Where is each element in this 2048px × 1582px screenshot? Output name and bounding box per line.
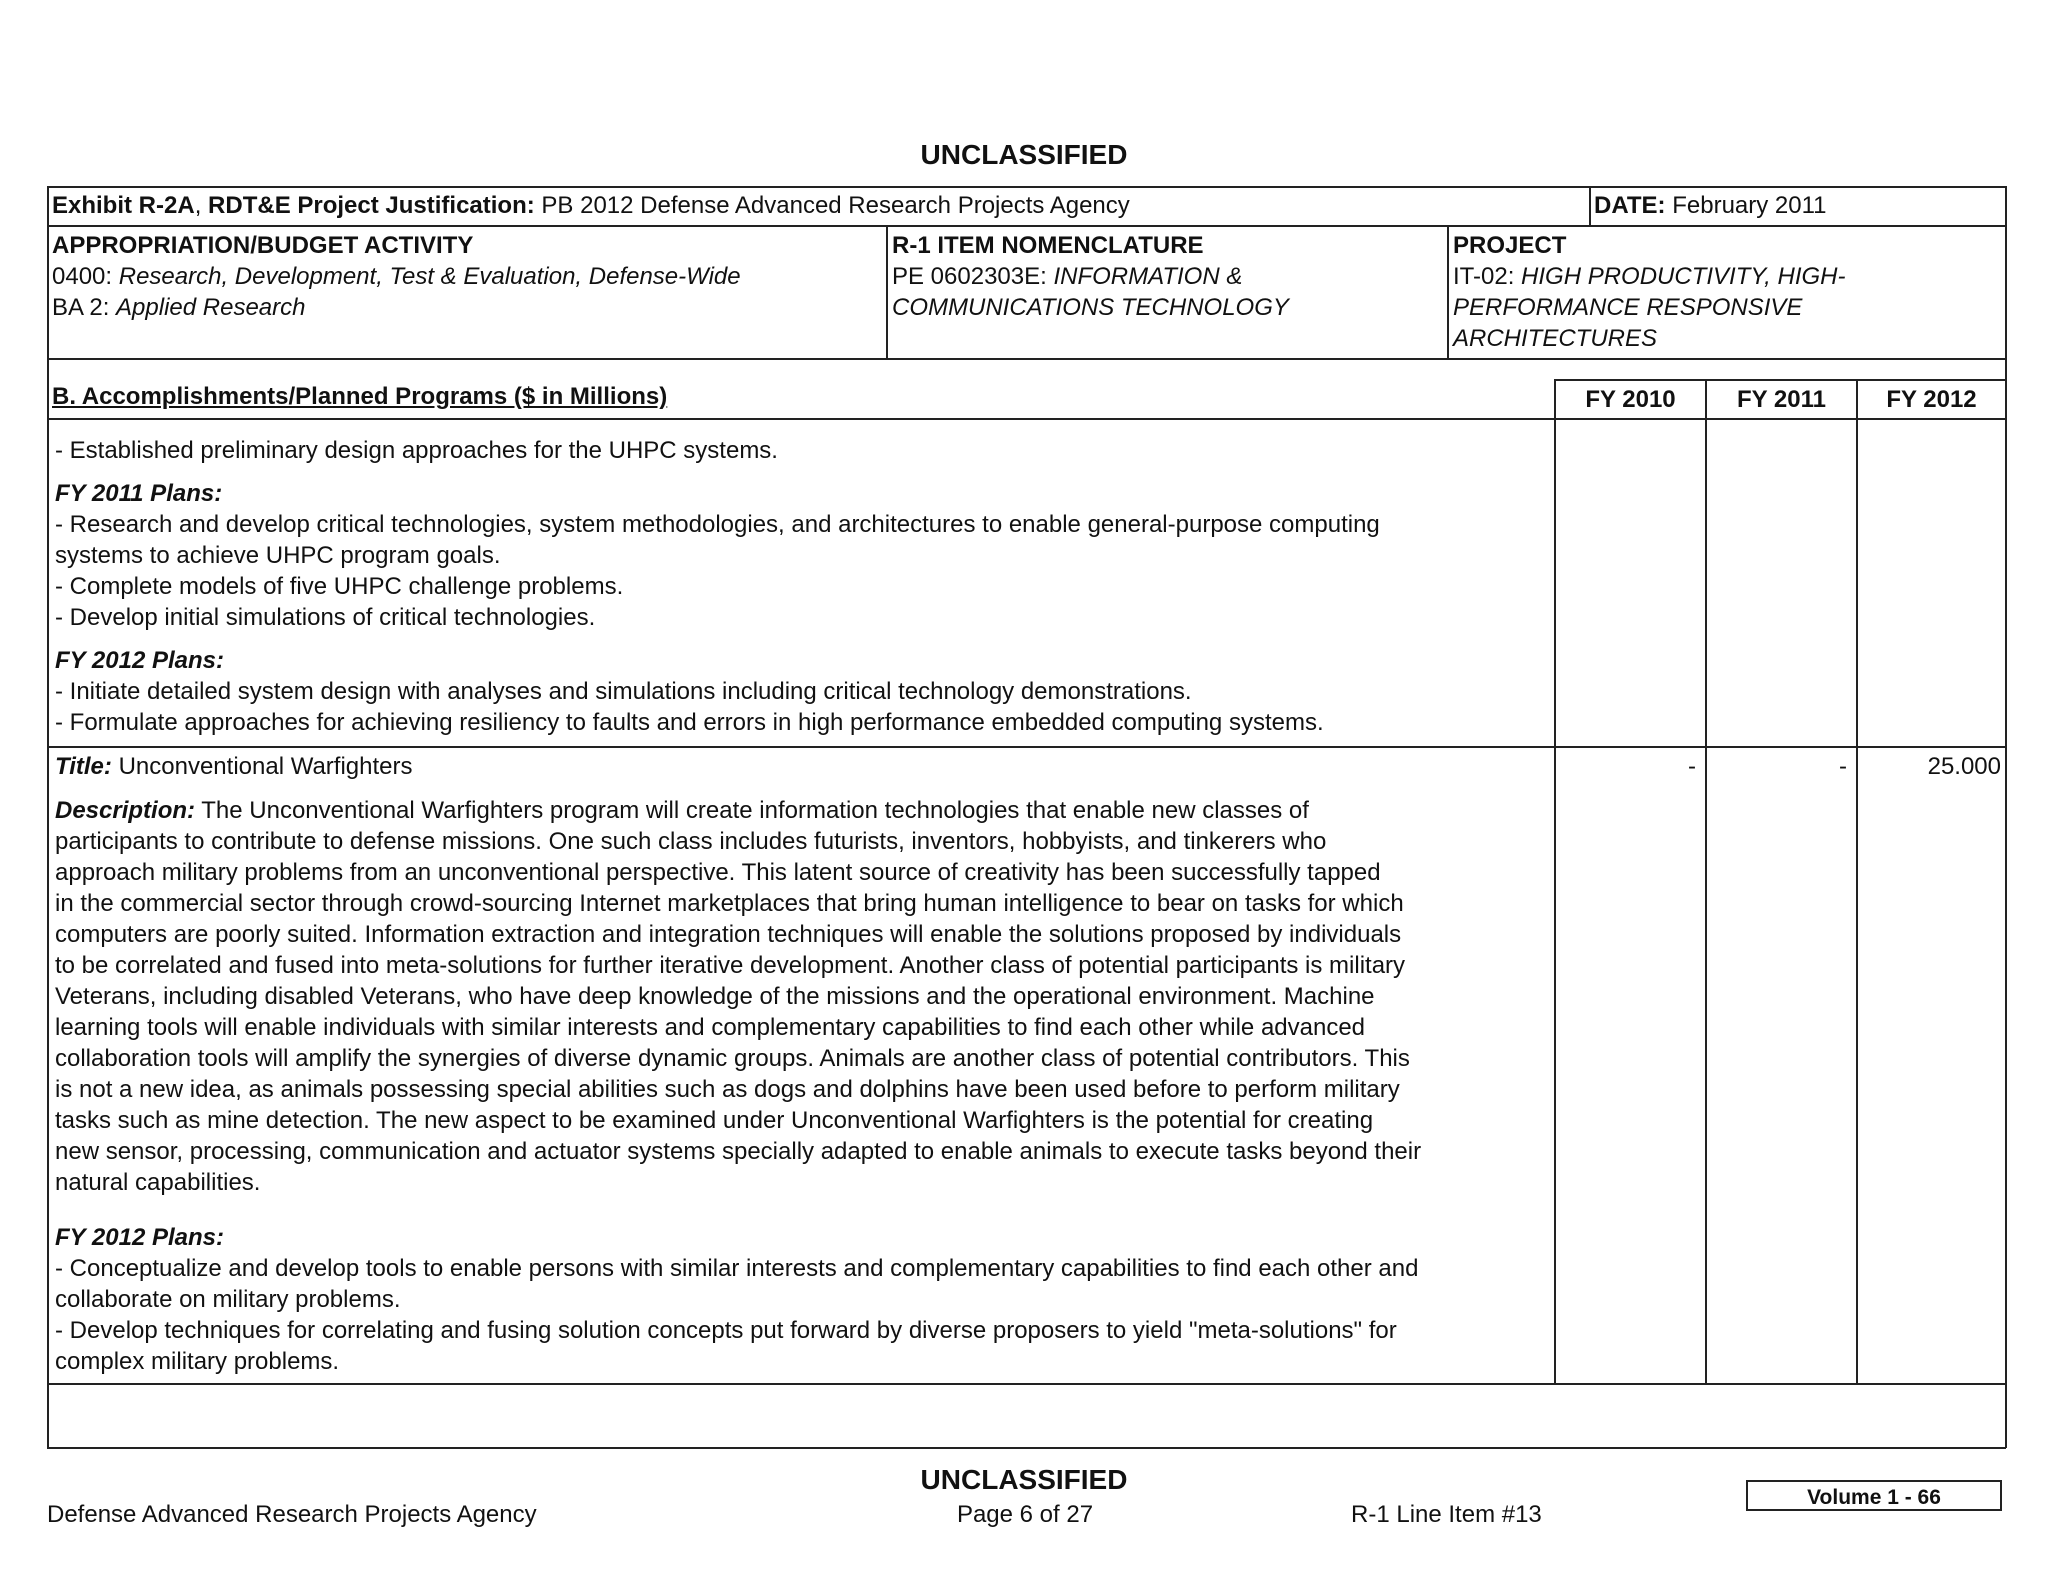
info-col-divider-2 bbox=[1447, 225, 1449, 359]
header-top-border bbox=[47, 186, 2006, 188]
top-classification: UNCLASSIFIED bbox=[920, 139, 1128, 170]
date-field bbox=[1594, 190, 1827, 221]
exhibit-title-value: PB 2012 Defense Advanced Research Projects Agency bbox=[534, 192, 1130, 219]
row1-bottom-border bbox=[47, 746, 2006, 748]
row2-bottom-border bbox=[47, 1383, 2006, 1385]
list-item: - Research and develop critical technologies, system methodologies, and architectures to enable general-purpose computing bbox=[55, 511, 1380, 538]
project-cell: PROJECT IT-02: HIGH PRODUCTIVITY, HIGH- PERFORMANCE RESPONSIVE ARCHITECTURES bbox=[1453, 232, 1846, 352]
col-header-fy2012: FY 2012 bbox=[1886, 386, 1977, 413]
col-divider-fy2012 bbox=[1856, 379, 1858, 1384]
appropriation-label: APPROPRIATION/BUDGET ACTIVITY bbox=[52, 232, 474, 259]
project-label: PROJECT bbox=[1453, 232, 1567, 259]
row1-item: - Established preliminary design approaches for the UHPC systems. bbox=[55, 437, 778, 464]
table-right-border bbox=[2005, 186, 2007, 1448]
list-item: - Complete models of five UHPC challenge problems. bbox=[55, 573, 624, 600]
row1-content bbox=[55, 435, 1550, 738]
row2-value-fy2011: - bbox=[1839, 753, 1847, 780]
exhibit-title: Exhibit R-2A, RDT&E Project Justification: PB 2012 Defense Advanced Research Projects Agency bbox=[52, 192, 1130, 219]
section-title: B. Accomplishments/Planned Programs ($ in Millions) bbox=[52, 383, 668, 410]
table-left-border bbox=[47, 186, 49, 1448]
bottom-classification: UNCLASSIFIED bbox=[920, 1464, 1128, 1495]
info-bottom-border bbox=[47, 358, 2006, 360]
row2-description: Description: The Unconventional Warfighters program will create information technologies that enable new classes of participants to contribute to defense missions. One such class includes futurists, inventors, hobbyists, and tinkerers who approach military problems from an unconventional perspective. This latent source of creativity has been successfully tapped in the commercial sector through crowd-sourcing Internet marketplaces that bring human intelligence to bear on tasks for which computers are poorly suited. Information extraction and integration techniques will enable the solutions proposed by individuals to be correlated and fused into meta-solutions for further iterative development. Another class of potential participants is military Veterans, including disabled Veterans, who have deep knowledge of the missions and the operational environment. Machine learning tools will enable individuals with similar interests and complementary capabilities to find each other while advanced collaboration tools will amplify the synergies of diverse dynamic groups. Animals are another class of potential contributors. This is not a new idea, as animals possessing special abilities such as dogs and dolphins have been used before to perform military tasks such as mine detection. The new aspect to be examined under Unconventional Warfighters is the potential for creating new sensor, processing, communication and actuator systems specially adapted to enable animals to execute tasks beyond their natural capabilities. bbox=[55, 797, 1422, 1196]
list-item: - Formulate approaches for achieving resiliency to faults and errors in high performance embedded computing systems. bbox=[55, 709, 1324, 736]
footer-volume-box: Volume 1 - 66 bbox=[1746, 1480, 2002, 1511]
table-bottom-border bbox=[47, 1447, 2006, 1449]
list-item: complex military problems. bbox=[55, 1348, 340, 1375]
section-header-bottom bbox=[47, 418, 2006, 420]
row2-title-label: Title: bbox=[55, 753, 112, 780]
row2-title bbox=[55, 751, 413, 782]
row2-value-fy2010: - bbox=[1688, 753, 1696, 780]
date-value: February 2011 bbox=[1665, 192, 1827, 219]
date-label: DATE: bbox=[1594, 192, 1666, 219]
col-divider-fy2011 bbox=[1705, 379, 1707, 1384]
list-item: - Initiate detailed system design with analyses and simulations including critical technology demonstrations. bbox=[55, 678, 1192, 705]
exhibit-title-label: RDT&E Project Justification: bbox=[208, 192, 535, 219]
fy-header-top bbox=[1554, 379, 2006, 381]
exhibit-label: Exhibit R-2A bbox=[52, 192, 195, 219]
list-item: systems to achieve UHPC program goals. bbox=[55, 542, 501, 569]
row2-fy2012-heading: FY 2012 Plans: bbox=[55, 1224, 224, 1251]
budget-activity-name: Applied Research bbox=[116, 294, 306, 321]
appropriation-name: Research, Development, Test & Evaluation, Defense-Wide bbox=[118, 263, 741, 290]
description-label: Description: bbox=[55, 797, 196, 824]
date-cell-divider bbox=[1589, 186, 1591, 226]
col-divider-fy2010 bbox=[1554, 379, 1556, 1384]
footer-line-item: R-1 Line Item #13 bbox=[1351, 1501, 1542, 1528]
r1-item-cell: R-1 ITEM NOMENCLATURE PE 0602303E: INFORMATION & COMMUNICATIONS TECHNOLOGY bbox=[892, 232, 1289, 321]
row1-fy2011-heading: FY 2011 Plans: bbox=[55, 480, 223, 507]
col-header-fy2010: FY 2010 bbox=[1585, 386, 1676, 413]
header-row-divider bbox=[47, 225, 2006, 227]
row2-title-value: Unconventional Warfighters bbox=[111, 753, 413, 780]
row2-fy2012-plans bbox=[55, 1222, 1550, 1377]
footer-agency: Defense Advanced Research Projects Agency bbox=[47, 1501, 537, 1528]
list-item: collaborate on military problems. bbox=[55, 1286, 401, 1313]
list-item: - Develop techniques for correlating and fusing solution concepts put forward by diverse proposers to yield "meta-solutions" for bbox=[55, 1317, 1397, 1344]
footer-page-number: Page 6 of 27 bbox=[956, 1501, 1094, 1528]
col-header-fy2011: FY 2011 bbox=[1737, 386, 1826, 413]
info-col-divider-1 bbox=[886, 225, 888, 359]
list-item: - Conceptualize and develop tools to enable persons with similar interests and complementary capabilities to find each other and bbox=[55, 1255, 1419, 1282]
row2-value-fy2012: 25.000 bbox=[1927, 753, 2001, 780]
list-item: - Develop initial simulations of critical technologies. bbox=[55, 604, 596, 631]
r1-item-label: R-1 ITEM NOMENCLATURE bbox=[892, 232, 1204, 259]
row1-fy2012-heading: FY 2012 Plans: bbox=[55, 647, 224, 674]
appropriation-cell: APPROPRIATION/BUDGET ACTIVITY 0400: Research, Development, Test & Evaluation, Defense-Wide BA 2: Applied Research bbox=[52, 232, 741, 321]
